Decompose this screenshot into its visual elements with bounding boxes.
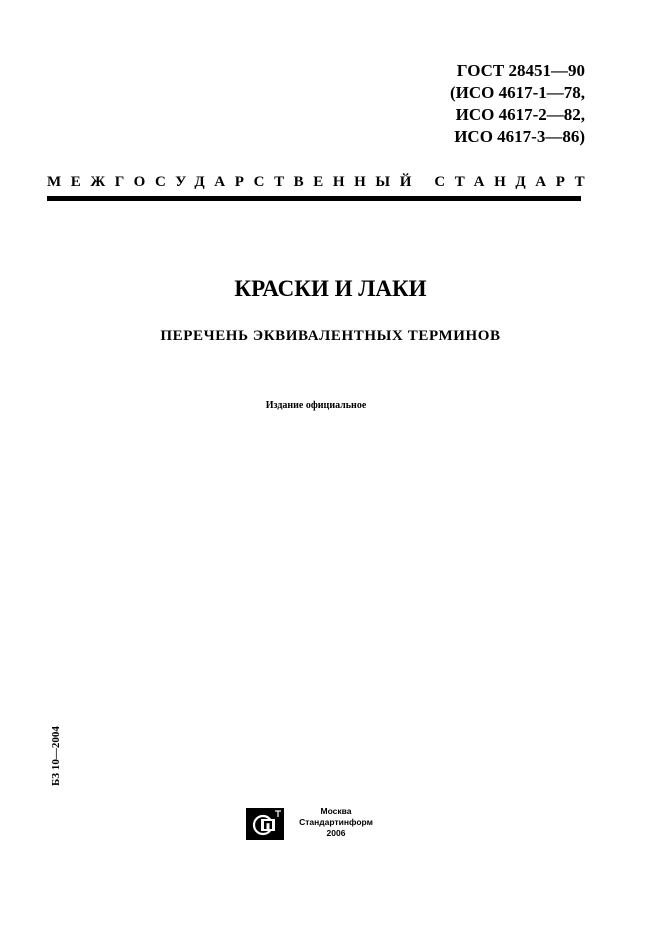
- side-code-text: БЗ 10—2004: [50, 726, 62, 786]
- standartinform-logo-icon: [246, 808, 284, 840]
- edition-note: Издание официальное: [265, 400, 367, 411]
- publisher-name: Стандартинформ: [299, 817, 373, 827]
- document-number-iso-2: ИСО 4617-2—82,: [455, 105, 585, 124]
- document-numbers: [450, 60, 585, 148]
- publisher-info: [294, 806, 378, 839]
- document-title: КРАСКИ И ЛАКИ: [234, 276, 427, 301]
- document-number-iso-3: ИСО 4617-3—86): [454, 127, 585, 146]
- standard-type-heading: МЕЖГОСУДАРСТВЕННЫЙ СТАНДАРТ: [47, 174, 595, 190]
- document-number-gost: ГОСТ 28451—90: [456, 61, 585, 80]
- publisher-city: Москва: [320, 806, 352, 816]
- publisher-year: 2006: [326, 828, 346, 838]
- document-number-iso-1: (ИСО 4617-1—78,: [449, 83, 585, 102]
- heading-rule: [47, 196, 581, 201]
- document-subtitle: ПЕРЕЧЕНЬ ЭКВИВАЛЕНТНЫХ ТЕРМИНОВ: [160, 328, 501, 344]
